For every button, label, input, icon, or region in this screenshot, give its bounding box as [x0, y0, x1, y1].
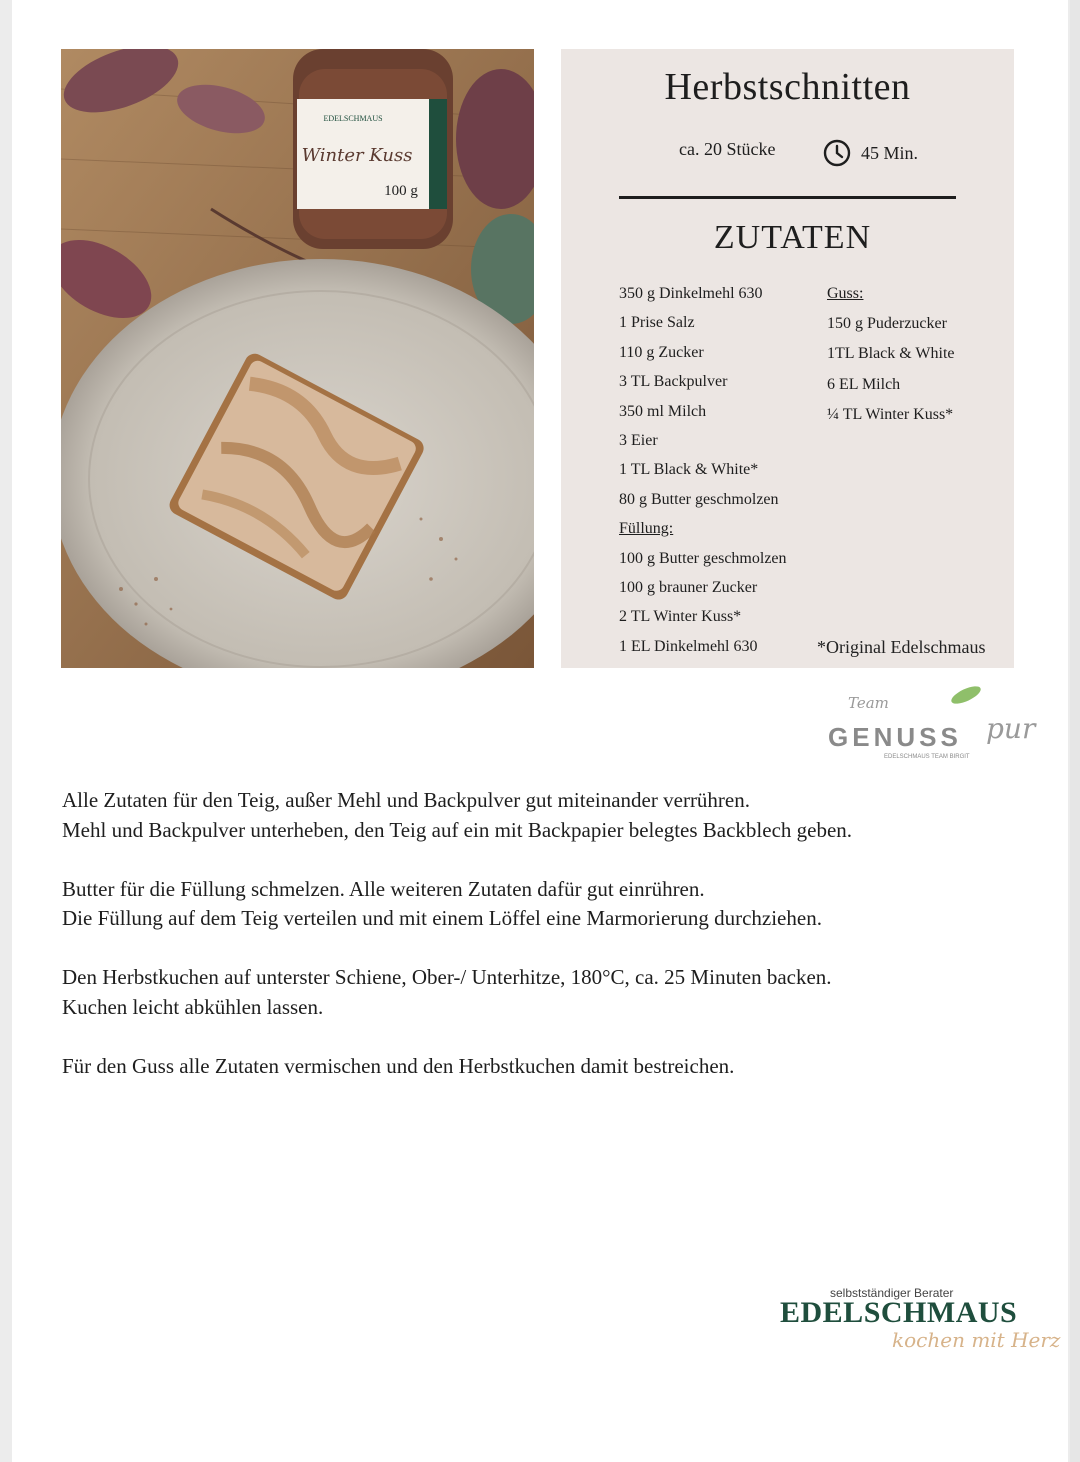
- ingredient-item: 150 g Puderzucker: [827, 315, 947, 333]
- instruction-line: Alle Zutaten für den Teig, außer Mehl und Backpulver gut miteinander verrühren.: [62, 788, 750, 812]
- instruction-paragraph: [62, 963, 1042, 1022]
- filling-subheading: Füllung:: [619, 520, 674, 538]
- instruction-paragraph: [62, 1052, 1042, 1082]
- divider: [619, 196, 956, 199]
- jar-product-label: Winter Kuss: [301, 145, 413, 166]
- ingredient-item: 3 TL Backpulver: [619, 373, 728, 391]
- ingredient-item: 350 ml Milch: [619, 402, 707, 420]
- ingredient-item: 80 g Butter geschmolzen: [619, 490, 779, 508]
- scrollbar[interactable]: [1070, 0, 1080, 1462]
- ingredient-item: 350 g Dinkelmehl 630: [619, 285, 763, 302]
- servings-text: ca. 20 Stücke: [679, 139, 776, 159]
- instruction-line: Den Herbstkuchen auf unterster Schiene, Ober-/ Unterhitze, 180°C, ca. 25 Minuten backen.: [62, 965, 832, 989]
- logo-brand: EDELSCHMAUS: [780, 1296, 1018, 1329]
- instruction-line: Butter für die Füllung schmelzen. Alle weiteren Zutaten dafür gut einrühren.: [62, 876, 705, 901]
- ingredient-item: ¼ TL Winter Kuss*: [827, 405, 954, 423]
- instruction-line: Für den Guss alle Zutaten vermischen und den Herbstkuchen damit bestreichen.: [62, 1053, 735, 1078]
- svg-text:Team: Team: [848, 694, 889, 712]
- ingredient-item: 1 TL Black & White*: [619, 461, 759, 479]
- instruction-paragraph: [62, 786, 1042, 845]
- instruction-line: Die Füllung auf dem Teig verteilen und mit einem Löffel eine Marmorierung durchziehen.: [62, 906, 822, 930]
- ingredient-item: 110 g Zucker: [619, 343, 704, 361]
- edelschmaus-logo: [772, 1280, 1062, 1370]
- ingredient-item: 2 TL Winter Kuss*: [619, 608, 742, 626]
- recipe-card: [561, 49, 1014, 668]
- ingredient-item: 1 Prise Salz: [619, 314, 695, 332]
- ingredients-heading: ZUTATEN: [713, 219, 872, 256]
- genuss-pur-logo: [818, 682, 1050, 764]
- svg-text:GENUSS: GENUSS: [828, 722, 962, 752]
- logo-tagline: kochen mit Herz: [892, 1328, 1061, 1352]
- jar-weight-label: 100 g: [384, 183, 418, 199]
- svg-text:pur: pur: [986, 712, 1036, 745]
- ingredients-list-main: [619, 279, 787, 661]
- ingredient-item: 6 EL Milch: [827, 375, 901, 393]
- instruction-line: Kuchen leicht abkühlen lassen.: [62, 994, 324, 1019]
- ingredients-list-glaze: [827, 279, 955, 430]
- jar-brand-label: EDELSCHMAUS: [323, 114, 383, 123]
- svg-text:EDELSCHMAUS TEAM BIRGIT: EDELSCHMAUS TEAM BIRGIT: [884, 754, 970, 760]
- instruction-line: Mehl und Backpulver unterheben, den Teig auf ein mit Backpapier belegtes Backblech geben.: [62, 817, 853, 842]
- clock-icon: [823, 139, 851, 167]
- recipe-page: [12, 0, 1068, 1462]
- time-text: 45 Min.: [861, 142, 919, 163]
- ingredient-item: 100 g Butter geschmolzen: [619, 549, 787, 567]
- ingredient-item: 1 EL Dinkelmehl 630: [619, 637, 758, 655]
- instructions: [62, 786, 1042, 1111]
- recipe-photo: [61, 49, 534, 668]
- footnote: *Original Edelschmaus: [817, 637, 986, 657]
- recipe-title: Herbstschnitten: [664, 66, 911, 108]
- ingredient-item: 100 g brauner Zucker: [619, 578, 758, 596]
- ingredient-item: 3 Eier: [619, 431, 658, 449]
- glaze-subheading: Guss:: [827, 285, 864, 302]
- ingredient-item: 1TL Black & White: [827, 345, 955, 363]
- logo-subtitle: selbstständiger Berater: [830, 1286, 954, 1300]
- time-info: [823, 139, 918, 167]
- instruction-paragraph: [62, 875, 1042, 934]
